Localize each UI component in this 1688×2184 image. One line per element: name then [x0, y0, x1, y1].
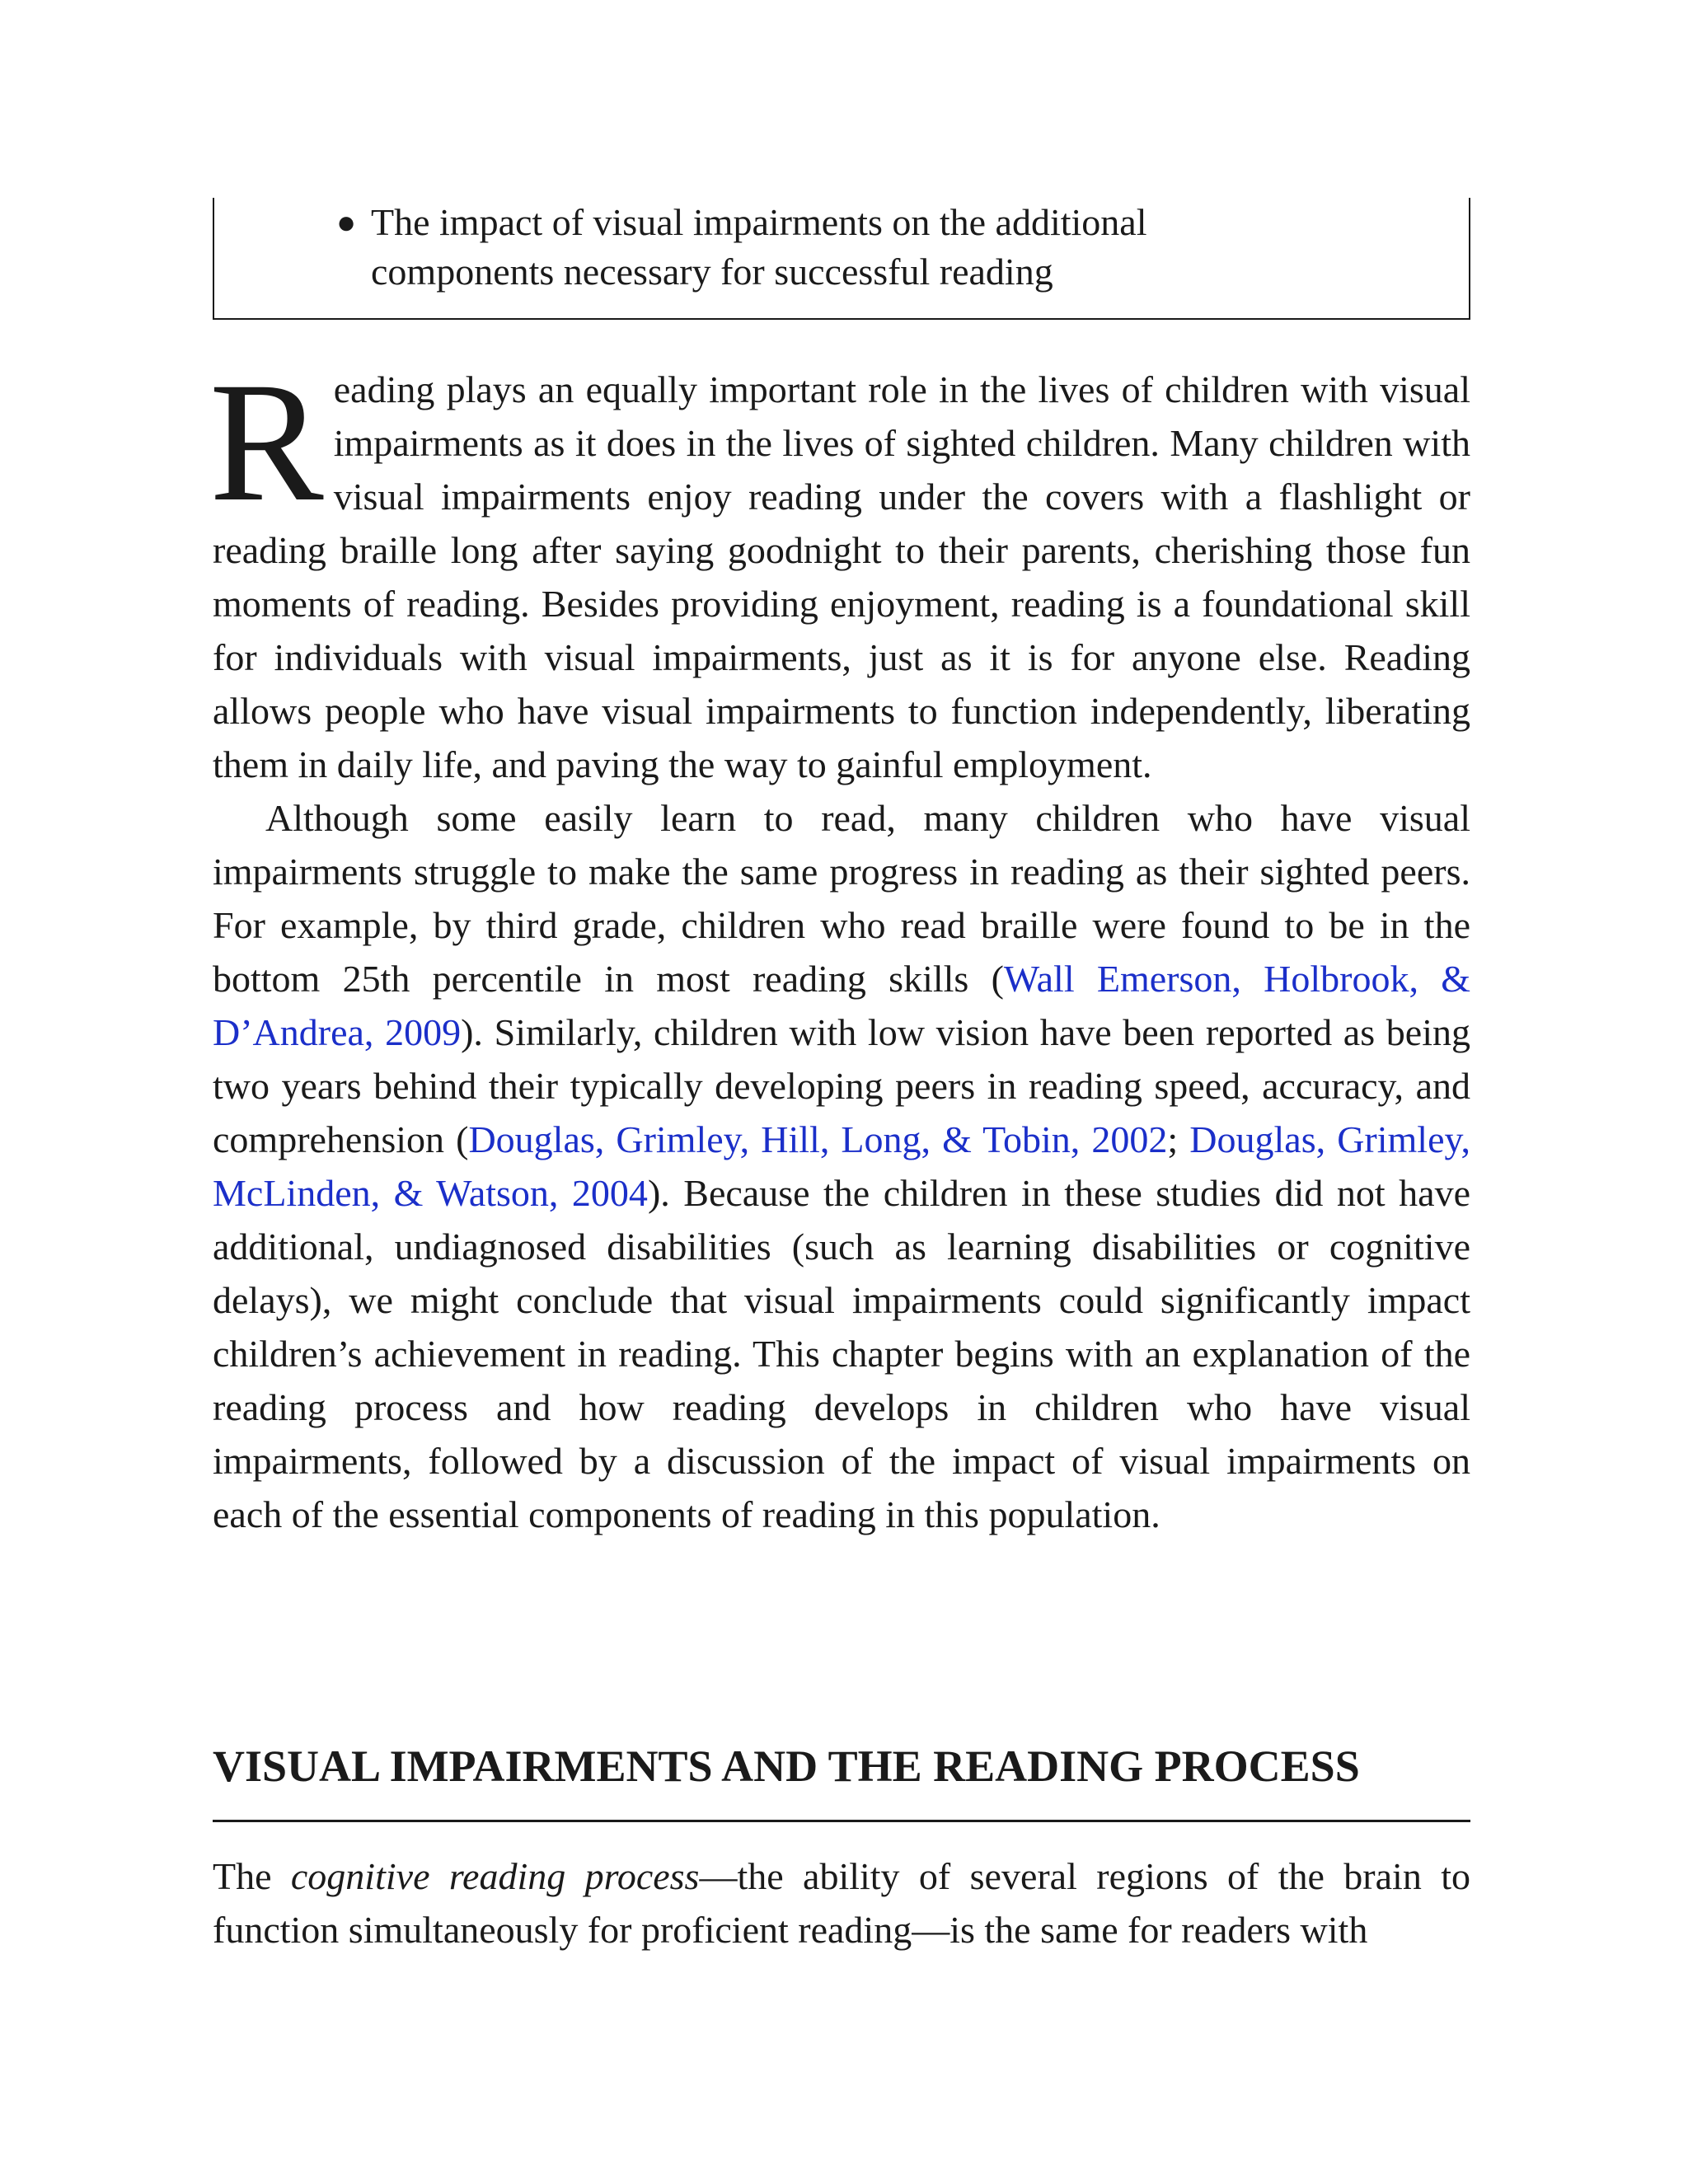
citation-link-wall-emerson-2009[interactable]: Wall Emerson, Holbrook, & D’Andrea, 2009: [213, 958, 1470, 1053]
paragraph-text: ). Because the children in these studies did not have additional, undiagnosed disabilities (such as learning disabilities or cognitive delays), we might conclude that visual impairments could significantly impact children’s achievement in reading. This chapter begins with an explanation of the reading process and how reading develops in children who have visual impairments, followed by a discussion of the impact of visual impairments on each of the essential components of reading in this population.: [213, 1172, 1470, 1535]
citation-link-douglas-2004[interactable]: Douglas, Grimley, McLinden, & Watson, 2004: [213, 1118, 1470, 1214]
intro-paragraph-1: [209, 347, 1470, 791]
key-term: cognitive reading process: [290, 1855, 700, 1897]
citation-link-douglas-2002[interactable]: Douglas, Grimley, Hill, Long, & Tobin, 2002: [468, 1118, 1168, 1160]
intro-paragraph-2: [213, 791, 1470, 1541]
intro-text: [209, 347, 1470, 1541]
bullet-icon: ●: [336, 204, 357, 241]
section-heading: VISUAL IMPAIRMENTS AND THE READING PROCESS: [213, 1737, 1470, 1822]
objectives-list: [330, 198, 1236, 297]
citation-separator: ;: [1167, 1118, 1190, 1160]
paragraph-text: eading plays an equally important role in the lives of children with visual impairments as it does in the lives of sighted children. Many children with visual impairments enjoy reading under the covers with a flashlight or reading braille long after saying goodnight to their parents, cherishing those fun moments of reading. Besides providing enjoyment, reading is a foundational skill for individuals with visual impairments, just as it is for anyone else. Reading allows people who have visual impairments to function independently, liberating them in daily life, and paving the way to gainful employment.: [213, 368, 1470, 785]
paragraph-text: The: [213, 1855, 291, 1897]
list-item: [330, 198, 1236, 297]
drop-cap: R: [209, 347, 324, 537]
paragraph-text: —the ability of several regions of the brain to function simultaneously for proficient reading—is the same for readers with: [213, 1855, 1470, 1951]
paragraph-text: Although some easily learn to read, many children who have visual impairments struggle to make the same progress in reading as their sighted peers. For example, by third grade, children who read braille were found to be in the bottom 25th percentile in most reading skills (: [213, 797, 1470, 1000]
section-paragraph: [213, 1849, 1470, 1957]
paragraph-text: ). Similarly, children with low vision have been reported as being two years behind their typically developing peers in reading speed, accuracy, and comprehension (: [213, 1011, 1470, 1160]
chapter-objectives-box: [213, 198, 1470, 320]
objective-text: The impact of visual impairments on the additional components necessary for successful reading: [371, 201, 1147, 293]
